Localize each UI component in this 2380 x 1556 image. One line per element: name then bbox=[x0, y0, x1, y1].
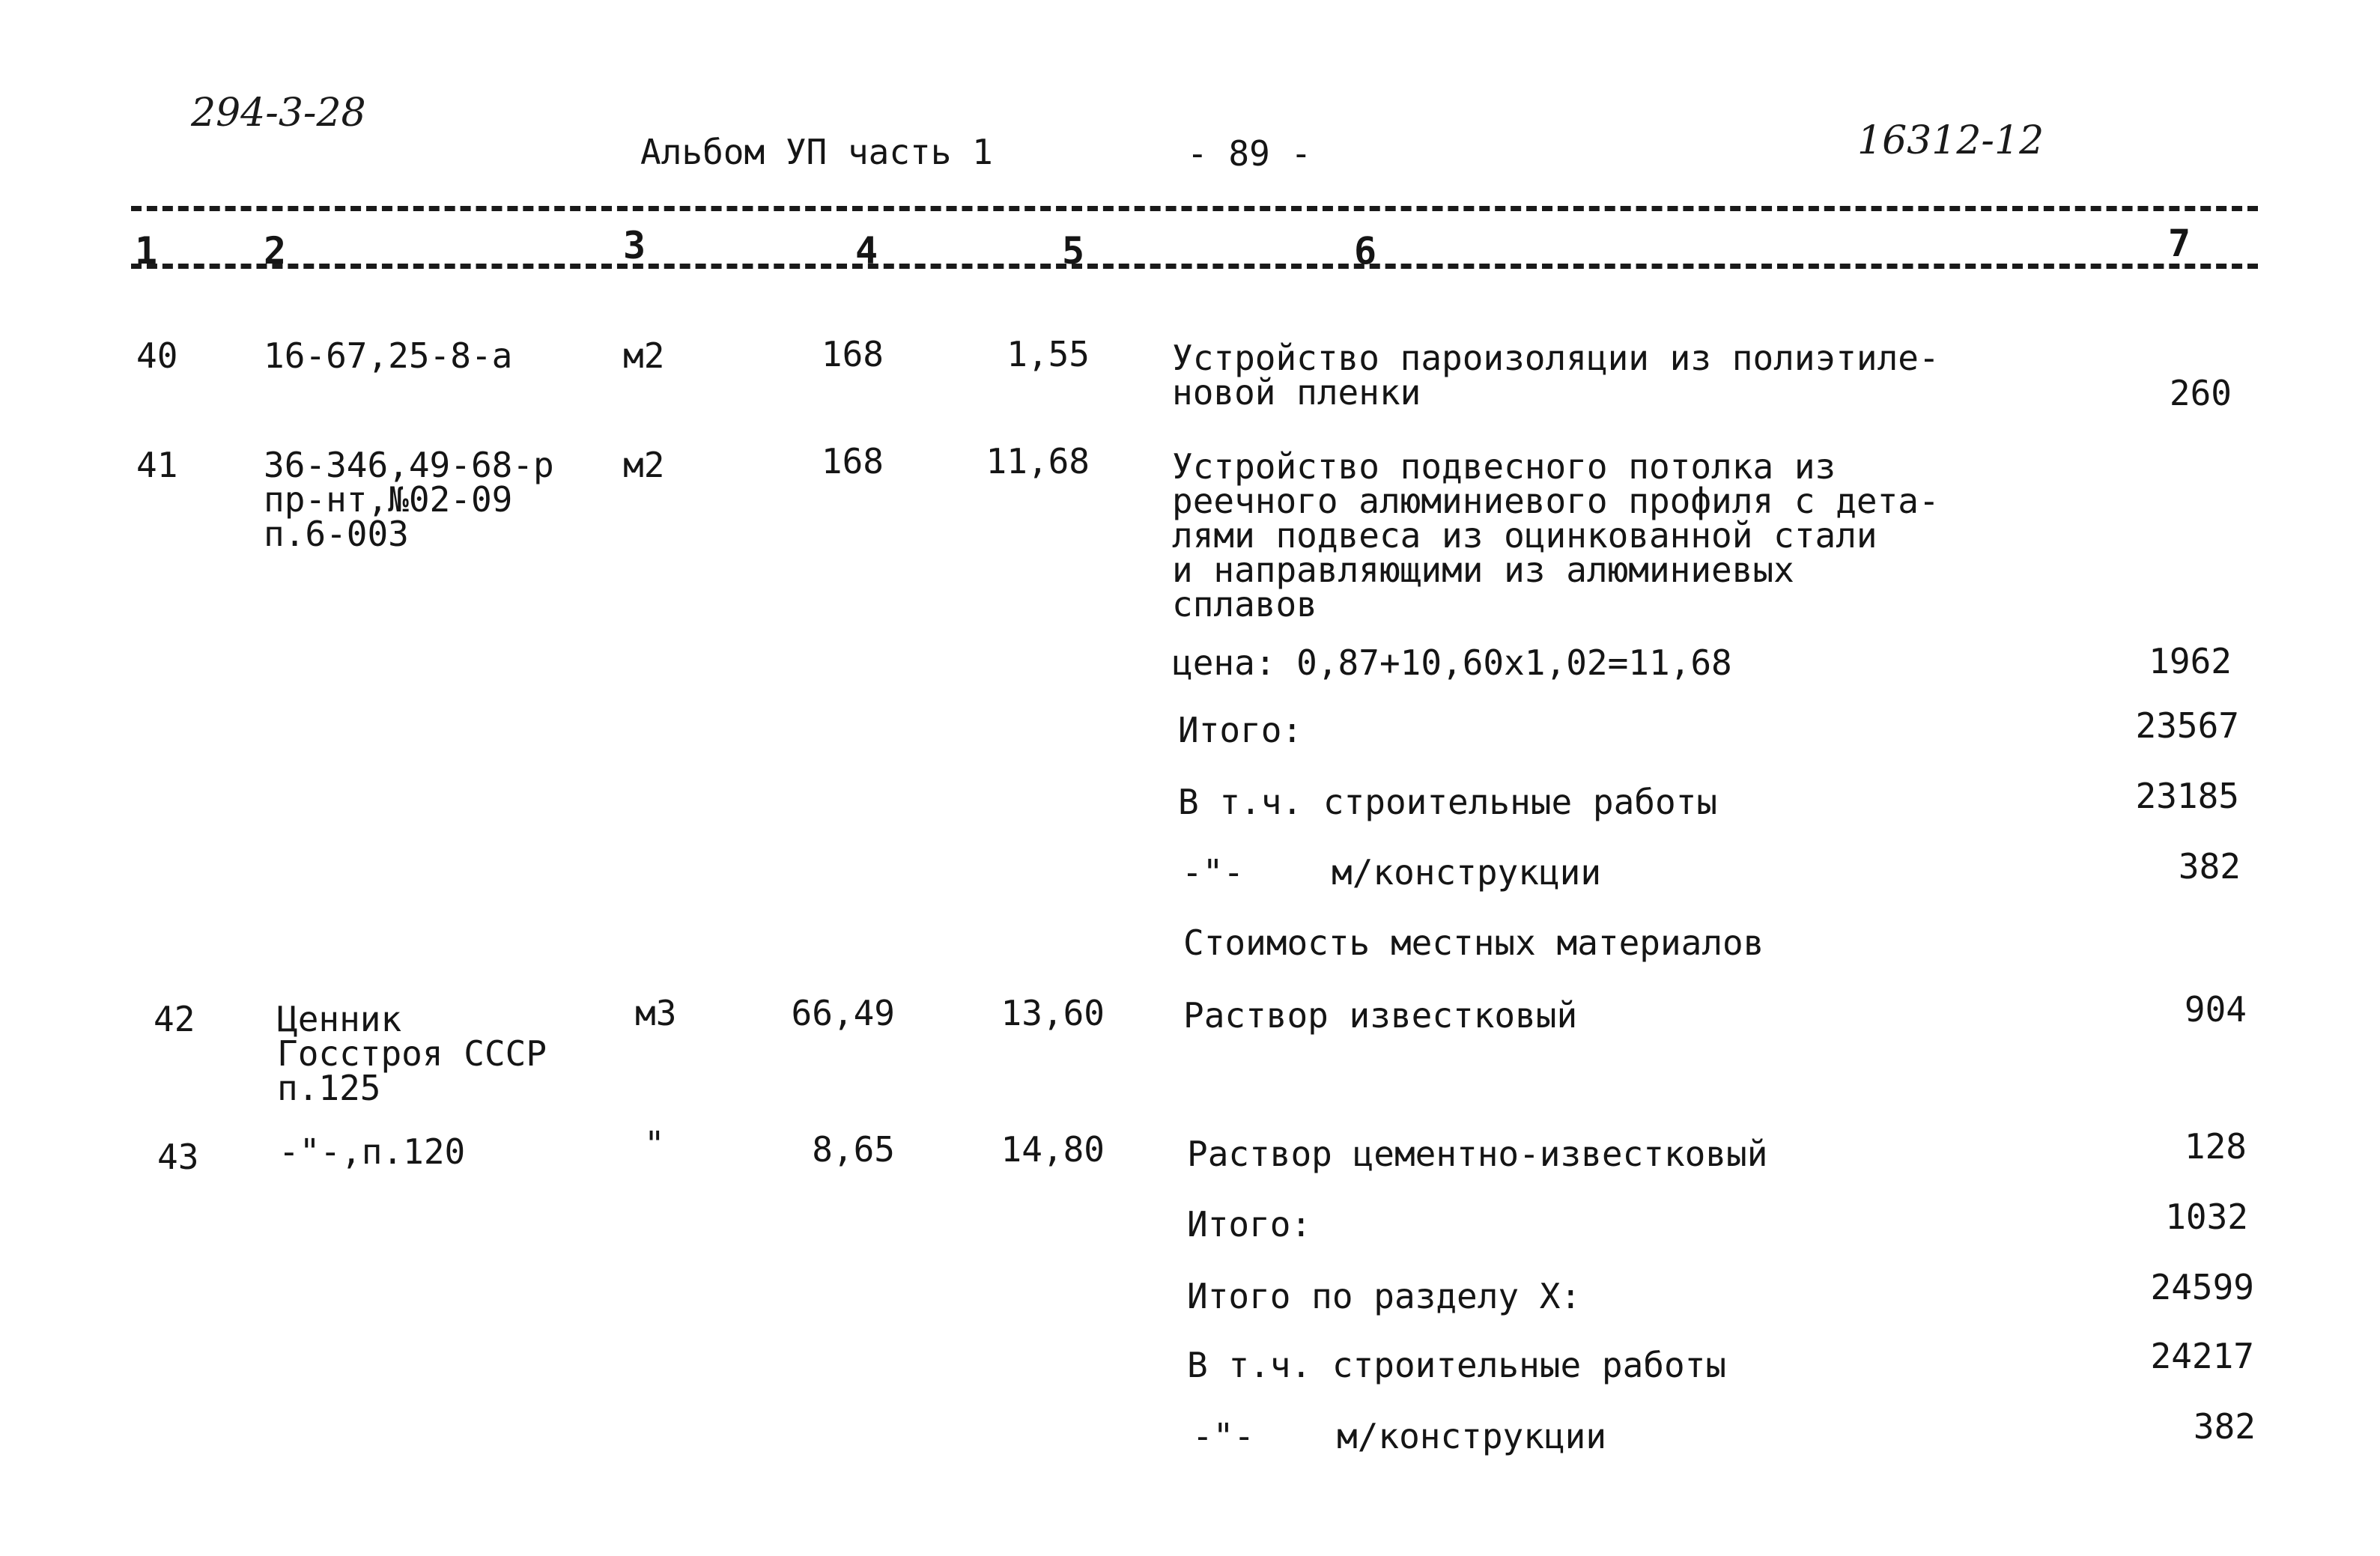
row-42-no: 42 bbox=[154, 999, 195, 1039]
row-42-price: 13,60 bbox=[1001, 993, 1105, 1033]
handwritten-reg-number: 16312-12 bbox=[1857, 118, 2044, 163]
row-41-price: 11,68 bbox=[986, 441, 1090, 481]
row-43-ref: -"-,п.120 bbox=[279, 1131, 466, 1172]
col-1-number: 1 bbox=[135, 229, 158, 273]
header-rule-top bbox=[131, 206, 2258, 211]
col-6-number: 6 bbox=[1354, 229, 1377, 273]
row-41-unit: м2 bbox=[623, 445, 665, 485]
row-40-ref: 16-67,25-8-a bbox=[264, 335, 513, 376]
construction-2-value: 24217 bbox=[2150, 1336, 2254, 1376]
row-43-no: 43 bbox=[157, 1137, 199, 1177]
row-41-ref: 36-346,49-68-р пр-нт,№02-09 п.6-003 bbox=[264, 445, 554, 554]
col-7-number: 7 bbox=[2168, 222, 2191, 265]
price-note-value: 1962 bbox=[2149, 641, 2232, 681]
construction-1-value: 23185 bbox=[2135, 776, 2239, 816]
page-number: - 89 - bbox=[1187, 133, 1312, 174]
row-43-qty: 8,65 bbox=[812, 1129, 895, 1170]
metal-2-label: м/конструкции bbox=[1337, 1416, 1607, 1456]
row-40-total: 260 bbox=[2169, 373, 2232, 413]
col-5-number: 5 bbox=[1062, 229, 1085, 273]
metal-1-ditto: -"- bbox=[1182, 852, 1245, 893]
construction-1-label: В т.ч. строительные работы bbox=[1178, 782, 1718, 822]
col-2-number: 2 bbox=[264, 229, 287, 273]
row-41-no: 41 bbox=[136, 445, 178, 485]
row-40-desc: Устройство пароизоляции из полиэтиле- новой пленки bbox=[1172, 338, 1940, 413]
row-43-unit: " bbox=[644, 1124, 665, 1164]
subtotal-1-value: 23567 bbox=[2135, 705, 2239, 746]
col-4-number: 4 bbox=[855, 229, 878, 273]
row-42-total: 904 bbox=[2184, 989, 2247, 1030]
row-41-qty: 168 bbox=[821, 441, 884, 481]
row-40-price: 1,55 bbox=[1007, 334, 1090, 374]
album-title: Альбом УП часть 1 bbox=[640, 132, 993, 172]
row-40-no: 40 bbox=[136, 335, 178, 376]
local-materials-heading: Стоимость местных материалов bbox=[1183, 923, 1764, 963]
section-total-label: Итого по разделу Х: bbox=[1187, 1276, 1582, 1316]
subtotal-2-value: 1032 bbox=[2165, 1197, 2248, 1237]
handwritten-doc-code: 294-3-28 bbox=[191, 91, 366, 136]
row-43-price: 14,80 bbox=[1001, 1129, 1105, 1170]
subtotal-1-label: Итого: bbox=[1178, 710, 1303, 750]
row-43-total: 128 bbox=[2184, 1126, 2247, 1167]
row-42-desc: Раствор известковый bbox=[1183, 995, 1578, 1036]
row-42-qty: 66,49 bbox=[791, 993, 895, 1033]
row-40-qty: 168 bbox=[821, 334, 884, 374]
row-42-unit: м3 bbox=[635, 993, 677, 1033]
section-total-value: 24599 bbox=[2150, 1267, 2254, 1307]
metal-2-value: 382 bbox=[2193, 1406, 2256, 1447]
construction-2-label: В т.ч. строительные работы bbox=[1187, 1345, 1727, 1385]
metal-1-label: м/конструкции bbox=[1332, 852, 1602, 893]
header-rule-bottom bbox=[131, 264, 2258, 269]
metal-2-ditto: -"- bbox=[1192, 1416, 1255, 1456]
row-42-ref: Ценник Госстроя СССР п.125 bbox=[277, 999, 547, 1108]
subtotal-2-label: Итого: bbox=[1187, 1204, 1312, 1245]
row-41-desc: Устройство подвесного потолка из реечного алюминиевого профиля с дета- лями подвеса из оцинкованной стали и направляющими из алюминиевых сплавов bbox=[1172, 446, 1940, 624]
metal-1-value: 382 bbox=[2178, 846, 2241, 887]
price-note: цена: 0,87+10,60х1,02=11,68 bbox=[1172, 642, 1732, 683]
row-40-unit: м2 bbox=[623, 335, 665, 376]
row-43-desc: Раствор цементно-известковый bbox=[1187, 1134, 1768, 1174]
col-3-number: 3 bbox=[623, 224, 646, 267]
